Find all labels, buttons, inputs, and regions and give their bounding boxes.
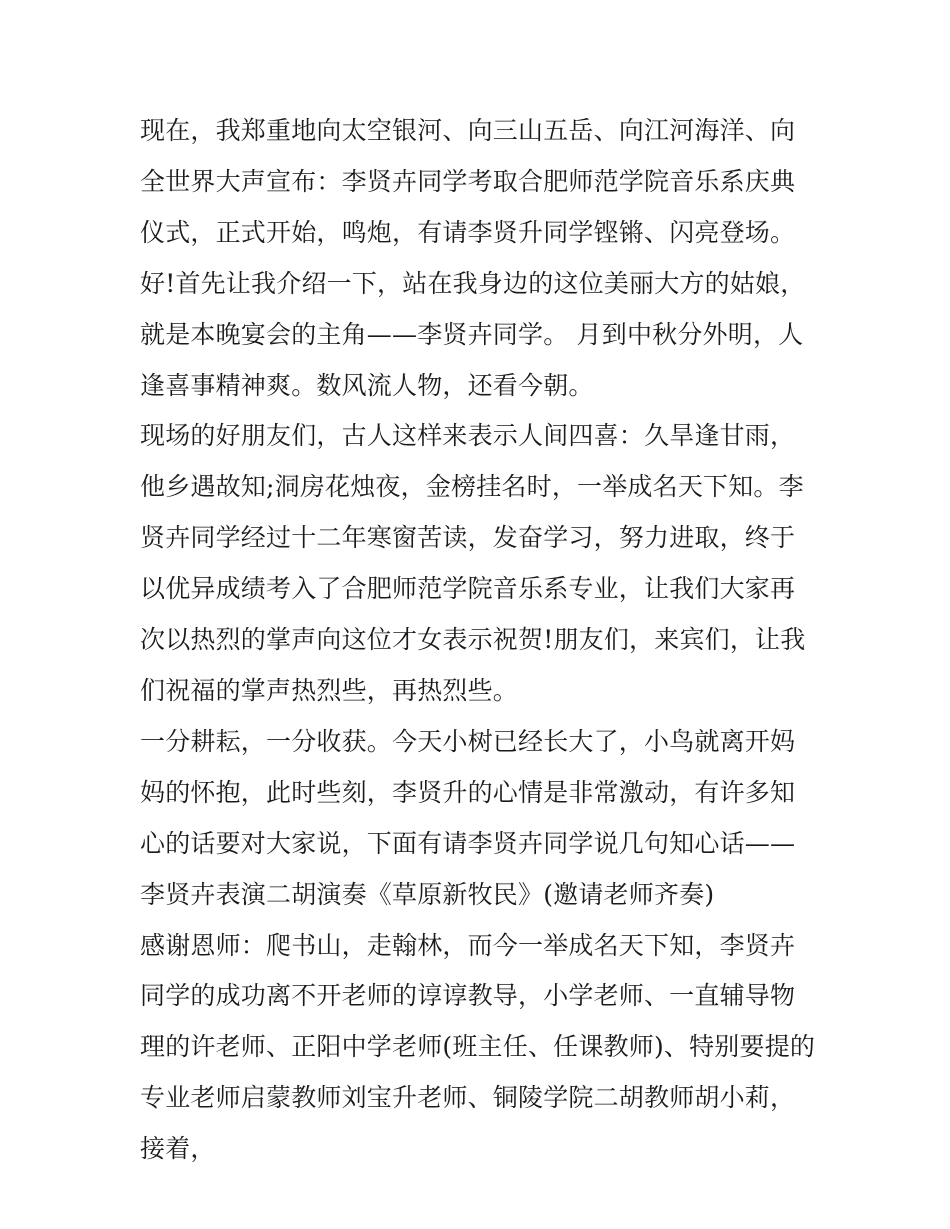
body-text bbox=[140, 106, 816, 1175]
paragraph-6: 感谢恩师：爬书山，走翰林，而今一举成名天下知，李贤卉同学的成功离不开老师的谆谆教导，小学老师、一直辅导物理的许老师、正阳中学老师(班主任、任课教师)、特别要提的专业老师启蒙教师刘宝升老师、铜陵学院二胡教师胡小莉，接着， bbox=[140, 930, 816, 1164]
paragraph-4: 一分耕耘，一分收获。今天小树已经长大了，小鸟就离开妈妈的怀抱，此时些刻，李贤升的心情是非常激动，有许多知心的话要对大家说，下面有请李贤卉同学说几句知心话—— bbox=[140, 726, 796, 858]
paragraph-5: 李贤卉表演二胡演奏《草原新牧民》(邀请老师齐奏) bbox=[140, 879, 715, 909]
paragraph-1: 现在，我郑重地向太空银河、向三山五岳、向江河海洋、向全世界大声宣布：李贤卉同学考取合肥师范学院音乐系庆典仪式，正式开始，鸣炮，有请李贤升同学铿锵、闪亮登场。 bbox=[140, 116, 796, 247]
paragraph-3: 现场的好朋友们，古人这样来表示人间四喜：久旱逢甘雨，他乡遇故知;洞房花烛夜，金榜挂名时，一举成名天下知。李贤卉同学经过十二年寒窗苦读，发奋学习，努力进取，终于以优异成绩考入了合肥师范学院音乐系专业，让我们大家再次以热烈的掌声向这位才女表示祝贺!朋友们，来宾们，让我们祝福的掌声热烈些，再热烈些。 bbox=[140, 421, 806, 705]
paragraph-2: 好!首先让我介绍一下，站在我身边的这位美丽大方的姑娘，就是本晚宴会的主角——李贤卉同学。 月到中秋分外明，人逢喜事精神爽。数风流人物，还看今朝。 bbox=[140, 268, 806, 400]
